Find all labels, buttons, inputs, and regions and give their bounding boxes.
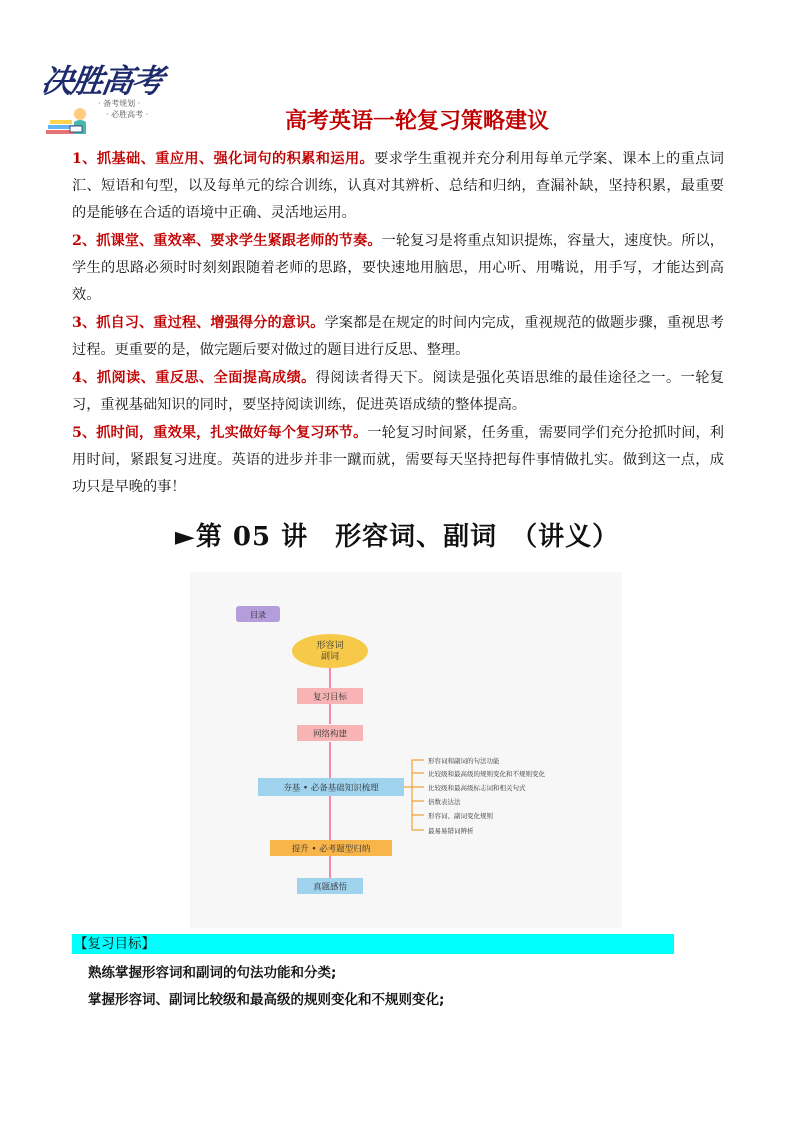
mindmap-branch-bracket bbox=[404, 760, 424, 830]
strategy-lead: 3、抓自习、重过程、增强得分的意识。 bbox=[72, 315, 325, 331]
strategy-lead: 4、抓阅读、重反思、全面提高成绩。 bbox=[72, 370, 316, 386]
strategy-paragraph bbox=[72, 420, 724, 501]
mindmap-branch-label: 形容词和副词的句法功能 bbox=[428, 757, 500, 765]
review-goals-list bbox=[88, 960, 708, 1014]
mindmap-branch-label: 比较级和最高级标志词和相关句式 bbox=[428, 784, 526, 792]
mindmap-root-line2: 副词 bbox=[320, 652, 340, 662]
strategy-body: 一轮复习是将重点知识提炼，容量大，速度快。所以，学生的思路必须时时刻刻跟随着老师的思路，要快速地用脑思，用心听、用嘴说，用手写，才能达到高效。 bbox=[72, 233, 724, 303]
mindmap-step-label: 夯基 • 必备基础知识梳理 bbox=[283, 783, 379, 794]
mindmap-step-label: 网络构建 bbox=[312, 729, 348, 740]
strategy-body: 学案都是在规定的时间内完成，重视规范的做题步骤，重视思考过程。更重要的是，做完题后要对做过的题目进行反思、整理。 bbox=[72, 315, 724, 358]
strategy-lead: 1、抓基础、重应用、强化词句的积累和运用。 bbox=[72, 151, 375, 167]
mindmap-branch-label: 比较级和最高级的规则变化和不规则变化 bbox=[428, 770, 545, 778]
strategy-list bbox=[72, 146, 724, 502]
strategy-paragraph bbox=[72, 146, 724, 227]
mindmap-branch-label: 最易易错词辨析 bbox=[428, 827, 474, 835]
mindmap-step-label: 复习目标 bbox=[312, 692, 348, 703]
mindmap-step-label: 真题感悟 bbox=[312, 882, 348, 893]
page-title: 高考英语一轮复习策略建议 bbox=[284, 109, 549, 134]
strategy-body: 得阅读者得天下。阅读是强化英语思维的最佳途径之一。一轮复习，重视基础知识的同时，要坚持阅读训练，促进英语成绩的整体提高。 bbox=[72, 370, 724, 413]
logo-text: 决胜高考 bbox=[39, 62, 165, 100]
lecture-title bbox=[0, 516, 794, 553]
review-goal-item: 熟练掌握形容词和副词的句法功能和分类; bbox=[88, 965, 337, 981]
strategy-body: 一轮复习时间紧，任务重，需要同学们充分抢抓时间，利用时间，紧跟复习进度。英语的进步并非一蹴而就，需要每天坚持把每件事情做扎实。做到这一点，成功只是早晚的事！ bbox=[72, 425, 724, 495]
strategy-paragraph bbox=[72, 310, 724, 364]
strategy-lead: 5、抓时间，重效果，扎实做好每个复习环节。 bbox=[72, 425, 368, 441]
lecture-title-text: 第 05 讲 形容词、副词 （讲义） bbox=[195, 522, 620, 552]
mindmap-root bbox=[292, 634, 368, 668]
mindmap-root-line1: 形容词 bbox=[316, 641, 344, 651]
logo-tagline-2: · 必胜高考 · bbox=[106, 110, 149, 119]
mindmap-branch-label: 倍数表达法 bbox=[428, 798, 461, 806]
review-goals-header: 【复习目标】 bbox=[72, 934, 674, 954]
review-goal-item: 掌握形容词、副词比较级和最高级的规则变化和不规则变化; bbox=[88, 992, 445, 1008]
mindmap-step-label: 提升 • 必考题型归纳 bbox=[291, 844, 371, 855]
mindmap-diagram bbox=[190, 572, 622, 928]
mindmap-tag-label: 目录 bbox=[250, 610, 266, 620]
strategy-lead: 2、抓课堂、重效率、要求学生紧跟老师的节奏。 bbox=[72, 233, 382, 249]
mindmap-branch-label: 形容词、副词变化规则 bbox=[428, 812, 493, 820]
triangle-pointer-icon: ► bbox=[174, 522, 196, 552]
outline-mindmap bbox=[190, 572, 622, 928]
logo-tagline-1: · 备考规划 · bbox=[98, 99, 141, 108]
strategy-paragraph bbox=[72, 228, 724, 309]
strategy-paragraph bbox=[72, 365, 724, 419]
strategy-body: 要求学生重视并充分利用每单元学案、课本上的重点词汇、短语和句型，以及每单元的综合训练，认真对其辨析、总结和归纳，查漏补缺，坚持积累，最重要的是能够在合适的语境中正确、灵活地运用。 bbox=[72, 151, 724, 221]
